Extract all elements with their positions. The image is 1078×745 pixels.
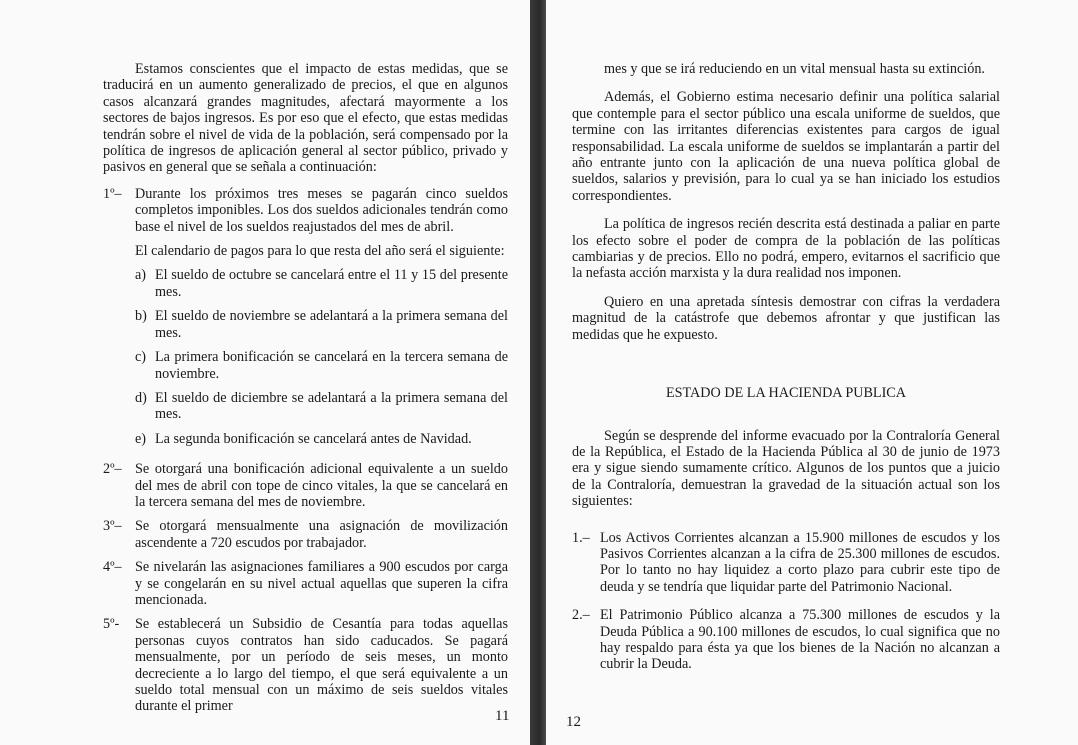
list-subitem	[103, 267, 508, 300]
item-text: Los Activos Corrientes alcanzan a 15.900 millones de escudos y los Pasivos Corrientes alcanzan a la cifra de 25.300 millones de escudos. Por lo tanto no hay liquidez a corto plazo para cubrir este tipo de deuda y se tendría que liquidar parte del Patrimonio Nacional.	[600, 529, 1000, 595]
subitem-label: e)	[135, 430, 147, 447]
item-number: 2º–	[103, 461, 122, 478]
left-page	[0, 0, 530, 745]
item-text: Se otorgará una bonificación adicional equivalente a un sueldo del mes de abril con tope de cinco vitales, la que se cancelará en la tercera semana del mes de noviembre.	[135, 461, 508, 510]
list-item	[103, 186, 508, 235]
item-number: 5º-	[103, 616, 120, 633]
intro-paragraph: Estamos conscientes que el impacto de estas medidas, que se traducirá en un aumento generalizado de precios, el que en algunos casos alcanzará grandes magnitudes, afectará mayormente a los sectores de bajos ingresos. Es por eso que el efecto, que estas medidas tendrán sobre el nivel de vida de la población, será compensado por la política de ingresos de aplicación general al sector público, privado y pasivos en general que se señala a continuación:	[103, 61, 508, 176]
list-item	[103, 461, 508, 510]
item-text: Se nivelarán las asignaciones familiares a 900 escudos por carga y se congelarán en su nivel actual aquellas que superen la cifra mencionada.	[135, 559, 508, 608]
list-item	[103, 518, 508, 551]
subitem-text: La primera bonificación se cancelará en la tercera semana de noviembre.	[155, 349, 508, 382]
subitem-text: La segunda bonificación se cancelará antes de Navidad.	[155, 430, 472, 447]
subitem-text: El sueldo de diciembre se adelantará a la primera semana del mes.	[155, 389, 508, 423]
item-text: Durante los próximos tres meses se pagarán cinco sueldos completos imponibles. Los dos sueldos adicionales tendrán como base el nivel de los sueldos reajustados del mes de abril.	[135, 185, 508, 235]
list-subitem	[103, 390, 508, 423]
subitem-text: El sueldo de noviembre se adelantará a la primera semana del mes.	[155, 308, 508, 341]
list-item	[103, 559, 508, 608]
hacienda-intro: Según se desprende del informe evacuado por la Contraloría General de la República, el Estado de la Hacienda Pública al 30 de junio de 1973 era y sigue siendo sumamente crítico. Algunos de los puntos que a juicio de la Contraloría, demuestran la gravedad de la situación actual son los siguientes:	[572, 427, 1000, 510]
section-heading: ESTADO DE LA HACIENDA PUBLICA	[665, 385, 907, 402]
list-subitem	[103, 431, 508, 447]
item-text: El Patrimonio Público alcanza a 75.300 millones de escudos y la Deuda Pública a 90.100 millones de escudos, lo cual significa que no hay respaldo para ésta ya que los bienes de la Nación no alcanzan a cubrir la Deuda.	[600, 607, 1000, 673]
list-subitem	[103, 349, 508, 382]
subitem-label: b)	[135, 308, 147, 325]
right-page	[546, 0, 1078, 745]
subitem-text: El sueldo de octubre se cancelará entre el 11 y 15 del presente mes.	[155, 267, 508, 300]
item-number: 4º–	[103, 559, 122, 576]
continuation-paragraph: mes y que se irá reduciendo en un vital mensual hasta su extinción.	[604, 61, 985, 77]
subitem-label: a)	[135, 267, 147, 284]
paragraph: La política de ingresos recién descrita está destinada a paliar en parte los efecto sobre el poder de compra de la población de las políticas cambiarias y de precios. Ello no podrá, empero, evitarnos el sacrificio que la nefasta acción marxista y la dura realidad nos imponen.	[572, 216, 1000, 282]
item-number: 1º–	[103, 185, 122, 202]
calendar-intro: El calendario de pagos para lo que resta del año será el siguiente:	[135, 243, 505, 260]
paragraph: Quiero en una apretada síntesis demostrar con cifras la verdadera magnitud de la catástrofe que debemos afrontar y que justifican las medidas que he expuesto.	[572, 293, 1000, 343]
item-number: 1.–	[572, 529, 590, 546]
item-text: Se establecerá un Subsidio de Cesantía para todas aquellas personas cuyos contratos han sido caducados. Se pagará mensualmente, por un período de seis meses, un monto decreciente a lo largo del tiempo, el que será equivalente a un sueldo total mensual con un máximo de seis sueldos vitales durante el primer	[135, 616, 508, 715]
paragraph: Además, el Gobierno estima necesario definir una política salarial que contemple para el sector público una escala uniforme de sueldos, que termine con las irritantes diferencias existentes para cargos de igual responsabilidad. La escala uniforme de sueldos se implantarán a partir del año entrante junto con la aplicación de una nueva política global de sueldos, salarios y previsión, para lo cual ya se han iniciado los estudios correspondientes.	[572, 89, 1000, 204]
page-number: 11	[495, 708, 510, 724]
list-item	[103, 616, 508, 714]
item-text: Se otorgará mensualmente una asignación de movilización ascendente a 720 escudos por trabajador.	[135, 518, 508, 551]
book-spine	[530, 0, 546, 745]
page-number: 12	[566, 714, 581, 730]
list-item	[572, 607, 1000, 673]
list-subitem	[103, 308, 508, 341]
left-text-column	[103, 61, 508, 715]
right-text-column	[572, 61, 1000, 673]
subitem-label: c)	[135, 349, 147, 366]
list-item	[572, 530, 1000, 596]
subitem-label: d)	[135, 389, 147, 406]
item-number: 3º–	[103, 518, 122, 535]
item-number: 2.–	[572, 607, 590, 624]
